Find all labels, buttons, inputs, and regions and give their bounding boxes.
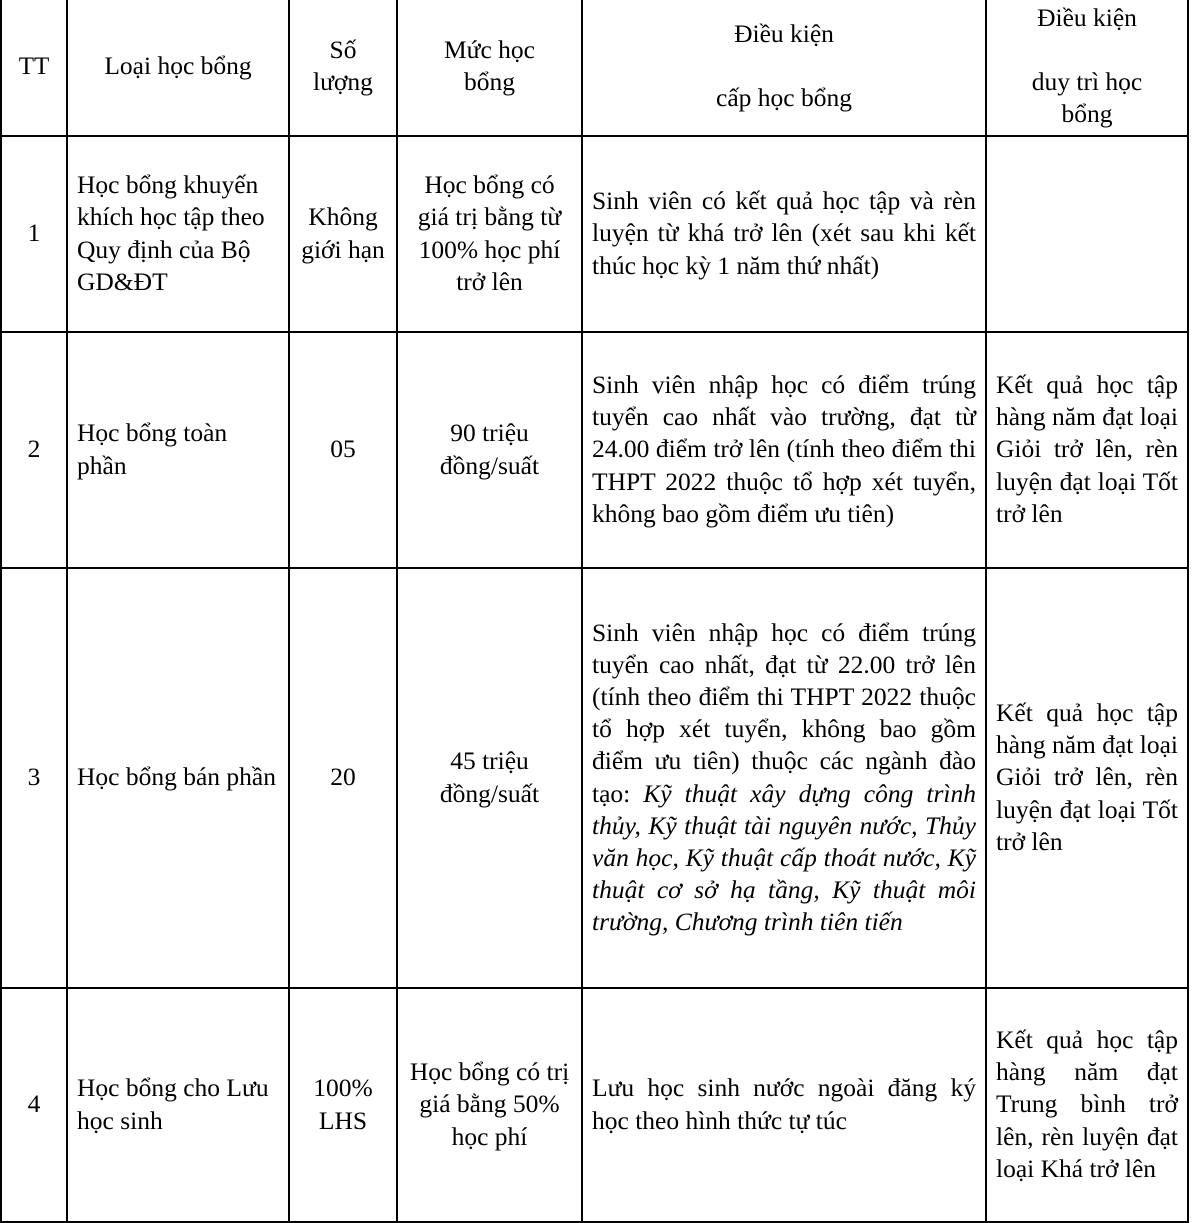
column-header-type: Loại học bổng [67, 0, 289, 136]
column-header-maintain [986, 0, 1188, 136]
column-header-maintain-line1: Điều kiện [1037, 3, 1137, 32]
column-header-amount-line2: bổng [464, 67, 515, 97]
scholarship-quantity: 100% LHS [289, 988, 397, 1222]
award-condition-majors: Kỹ thuật xây dựng công trình thủy, Kỹ thuật tài nguyên nước, Thủy văn học, Kỹ thuật cấp thoát nước, Kỹ thuật cơ sở hạ tầng, Kỹ thuật môi trường, Chương trình tiên tiến [592, 778, 976, 936]
row-index: 2 [1, 332, 67, 568]
scholarship-award-condition: Sinh viên có kết quả học tập và rèn luyện từ khá trở lên (xét sau khi kết thúc học kỳ 1 năm thứ nhất) [582, 136, 986, 332]
scholarship-maintain-condition: Kết quả học tập hàng năm đạt loại Giỏi trở lên, rèn luyện đạt loại Tốt trở lên [986, 568, 1188, 988]
row-index: 1 [1, 136, 67, 332]
scholarship-maintain-condition: Kết quả học tập hàng năm đạt Trung bình trở lên, rèn luyện đạt loại Khá trở lên [986, 988, 1188, 1222]
scholarship-maintain-condition: Kết quả học tập hàng năm đạt loại Giỏi trở lên, rèn luyện đạt loại Tốt trở lên [986, 332, 1188, 568]
table-row [1, 988, 1188, 1222]
scholarship-type: Học bổng khuyến khích học tập theo Quy định của Bộ GD&ĐT [67, 136, 289, 332]
scholarship-award-condition [582, 568, 986, 988]
scholarship-amount: 45 triệu đồng/suất [397, 568, 582, 988]
column-header-condition-line1: Điều kiện [734, 19, 834, 49]
column-header-condition [582, 0, 986, 136]
column-header-quantity [289, 0, 397, 136]
table-row [1, 568, 1188, 988]
scholarship-amount: Học bổng có trị giá bằng 50% học phí [397, 988, 582, 1222]
table-row [1, 332, 1188, 568]
scholarship-quantity: 20 [289, 568, 397, 988]
header-row [1, 0, 1188, 136]
scholarship-quantity: Không giới hạn [289, 136, 397, 332]
column-header-maintain-line2: duy trì học [1031, 67, 1143, 97]
scholarship-type: Học bổng toàn phần [67, 332, 289, 568]
scholarship-award-condition: Lưu học sinh nước ngoài đăng ký học theo hình thức tự túc [582, 988, 986, 1222]
scholarship-quantity: 05 [289, 332, 397, 568]
column-header-amount-line1: Mức học [443, 35, 535, 65]
column-header-condition-line2: cấp học bổng [716, 83, 852, 113]
row-index: 3 [1, 568, 67, 988]
scholarship-award-condition: Sinh viên nhập học có điểm trúng tuyển cao nhất vào trường, đạt từ 24.00 điểm trở lên (tính theo điểm thi THPT 2022 thuộc tổ hợp xét tuyển, không bao gồm điểm ưu tiên) [582, 332, 986, 568]
scholarship-type: Học bổng bán phần [67, 568, 289, 988]
table-body [1, 136, 1188, 1222]
table-header [1, 0, 1188, 136]
column-header-maintain-line3: bổng [1061, 99, 1113, 129]
scholarship-type: Học bổng cho Lưu học sinh [67, 988, 289, 1222]
scholarship-amount: 90 triệu đồng/suất [397, 332, 582, 568]
column-header-amount [397, 0, 582, 136]
column-header-quantity-line1: Số [329, 35, 357, 65]
award-condition-plain: Sinh viên nhập học có điểm trúng tuyển cao nhất, đạt từ 22.00 trở lên (tính theo điểm thi THPT 2022 thuộc tổ hợp xét tuyển, không bao gồm điểm ưu tiên) thuộc các ngành đào tạo: [592, 617, 976, 808]
row-index: 4 [1, 988, 67, 1222]
scholarship-maintain-condition [986, 136, 1188, 332]
column-header-quantity-line2: lượng [313, 67, 373, 97]
scholarship-amount: Học bổng có giá trị bằng từ 100% học phí trở lên [397, 136, 582, 332]
column-header-tt: TT [1, 0, 67, 136]
table-row [1, 136, 1188, 332]
